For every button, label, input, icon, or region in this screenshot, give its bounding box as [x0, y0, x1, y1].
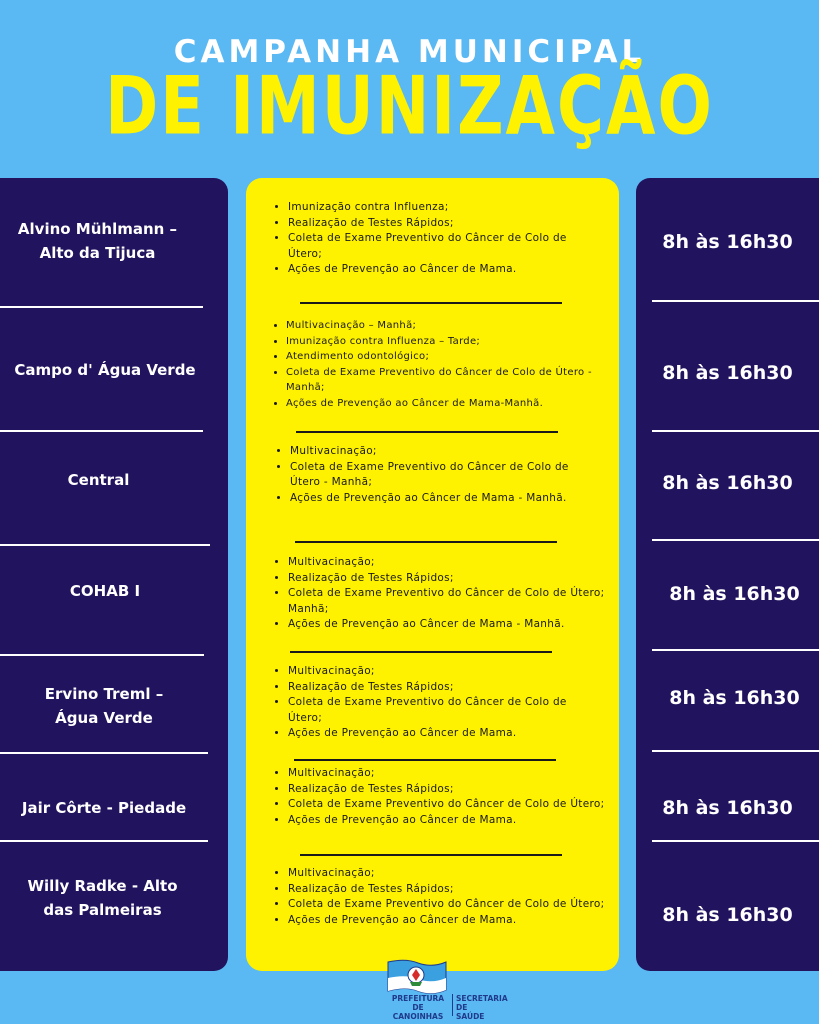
list-item: • Imunização contra Influenza; — [288, 200, 588, 216]
activities-list — [274, 766, 618, 828]
divider — [652, 840, 819, 842]
list-item: • Realização de Testes Rápidos; — [288, 782, 618, 798]
location-name: Ervino Treml – Água Verde — [44, 685, 164, 727]
list-item: • Ações de Prevenção ao Câncer de Mama-Manhã. — [286, 396, 596, 412]
list-item: • Realização de Testes Rápidos; — [288, 571, 628, 587]
list-item: • Multivacinação; — [290, 444, 580, 460]
time-text: 8h às 16h30 — [669, 583, 800, 605]
divider — [0, 654, 204, 656]
location-name: Jair Côrte - Piedade — [21, 799, 187, 817]
location-name: Alvino Mühlmann – Alto da Tijuca — [17, 220, 178, 262]
canoinhas-flag-logo-icon — [386, 958, 448, 996]
divider — [300, 302, 562, 304]
activities-list — [274, 664, 598, 742]
divider — [652, 649, 819, 651]
divider — [652, 430, 819, 432]
location-name: Campo d' Água Verde — [14, 361, 196, 379]
title-top: CAMPANHA MUNICIPAL — [173, 34, 646, 70]
location-name: Central — [67, 471, 130, 489]
time-text: 8h às 16h30 — [662, 472, 793, 494]
activities-list — [274, 866, 618, 928]
time-text: 8h às 16h30 — [662, 904, 793, 926]
list-item: • Multivacinação; — [288, 664, 598, 680]
list-item: • Multivacinação – Manhã; — [286, 318, 596, 334]
divider — [0, 544, 210, 546]
activities-list — [274, 200, 588, 278]
title-main: DE IMUNIZAÇÃO — [105, 61, 714, 154]
list-item: • Ações de Prevenção ao Câncer de Mama - Manhã. — [288, 617, 628, 633]
divider — [652, 539, 819, 541]
list-item: • Multivacinação; — [288, 555, 628, 571]
list-item: • Coleta de Exame Preventivo do Câncer de Colo de Útero; — [288, 231, 588, 262]
list-item: • Coleta de Exame Preventivo do Câncer de Colo de Útero; — [288, 695, 598, 726]
time-text: 8h às 16h30 — [662, 362, 793, 384]
list-item: • Coleta de Exame Preventivo do Câncer de Colo de Útero - Manhã; — [290, 460, 580, 491]
time-text: 8h às 16h30 — [669, 687, 800, 709]
logo-separator — [452, 994, 453, 1016]
divider — [295, 541, 557, 543]
location-name: COHAB I — [69, 582, 141, 600]
divider — [0, 430, 203, 432]
list-item: • Ações de Prevenção ao Câncer de Mama. — [288, 913, 618, 929]
list-item: • Coleta de Exame Preventivo do Câncer de Colo de Útero; Manhã; — [288, 586, 628, 617]
time-text: 8h às 16h30 — [662, 231, 793, 253]
divider — [290, 651, 552, 653]
divider — [652, 750, 819, 752]
logo-name: PREFEITURA DE CANOINHAS — [391, 994, 445, 1021]
activities-list — [274, 555, 628, 633]
divider — [296, 431, 558, 433]
list-item: • Multivacinação; — [288, 766, 618, 782]
list-item: • Ações de Prevenção ao Câncer de Mama - Manhã. — [290, 491, 580, 507]
list-item: • Atendimento odontológico; — [286, 349, 596, 365]
list-item: • Ações de Prevenção ao Câncer de Mama. — [288, 813, 618, 829]
list-item: • Coleta de Exame Preventivo do Câncer de Colo de Útero; — [288, 797, 618, 813]
list-item: • Coleta de Exame Preventivo do Câncer de Colo de Útero; — [288, 897, 618, 913]
divider — [0, 840, 208, 842]
divider — [300, 854, 562, 856]
divider — [0, 752, 208, 754]
list-item: • Ações de Prevenção ao Câncer de Mama. — [288, 726, 598, 742]
list-item: • Multivacinação; — [288, 866, 618, 882]
location-name: Willy Radke - Alto das Palmeiras — [27, 877, 178, 919]
list-item: • Realização de Testes Rápidos; — [288, 216, 588, 232]
divider — [652, 300, 819, 302]
divider — [0, 306, 203, 308]
prefeitura-logo — [386, 958, 508, 1021]
divider — [294, 759, 556, 761]
time-text: 8h às 16h30 — [662, 797, 793, 819]
list-item: • Ações de Prevenção ao Câncer de Mama. — [288, 262, 588, 278]
list-item: • Realização de Testes Rápidos; — [288, 680, 598, 696]
activities-list — [276, 444, 580, 506]
logo-secretaria: SECRETARIA DE SAÚDE — [456, 994, 508, 1021]
activities-list — [272, 318, 596, 411]
list-item: • Imunização contra Influenza – Tarde; — [286, 334, 596, 350]
list-item: • Coleta de Exame Preventivo do Câncer de Colo de Útero - Manhã; — [286, 365, 596, 396]
list-item: • Realização de Testes Rápidos; — [288, 882, 618, 898]
